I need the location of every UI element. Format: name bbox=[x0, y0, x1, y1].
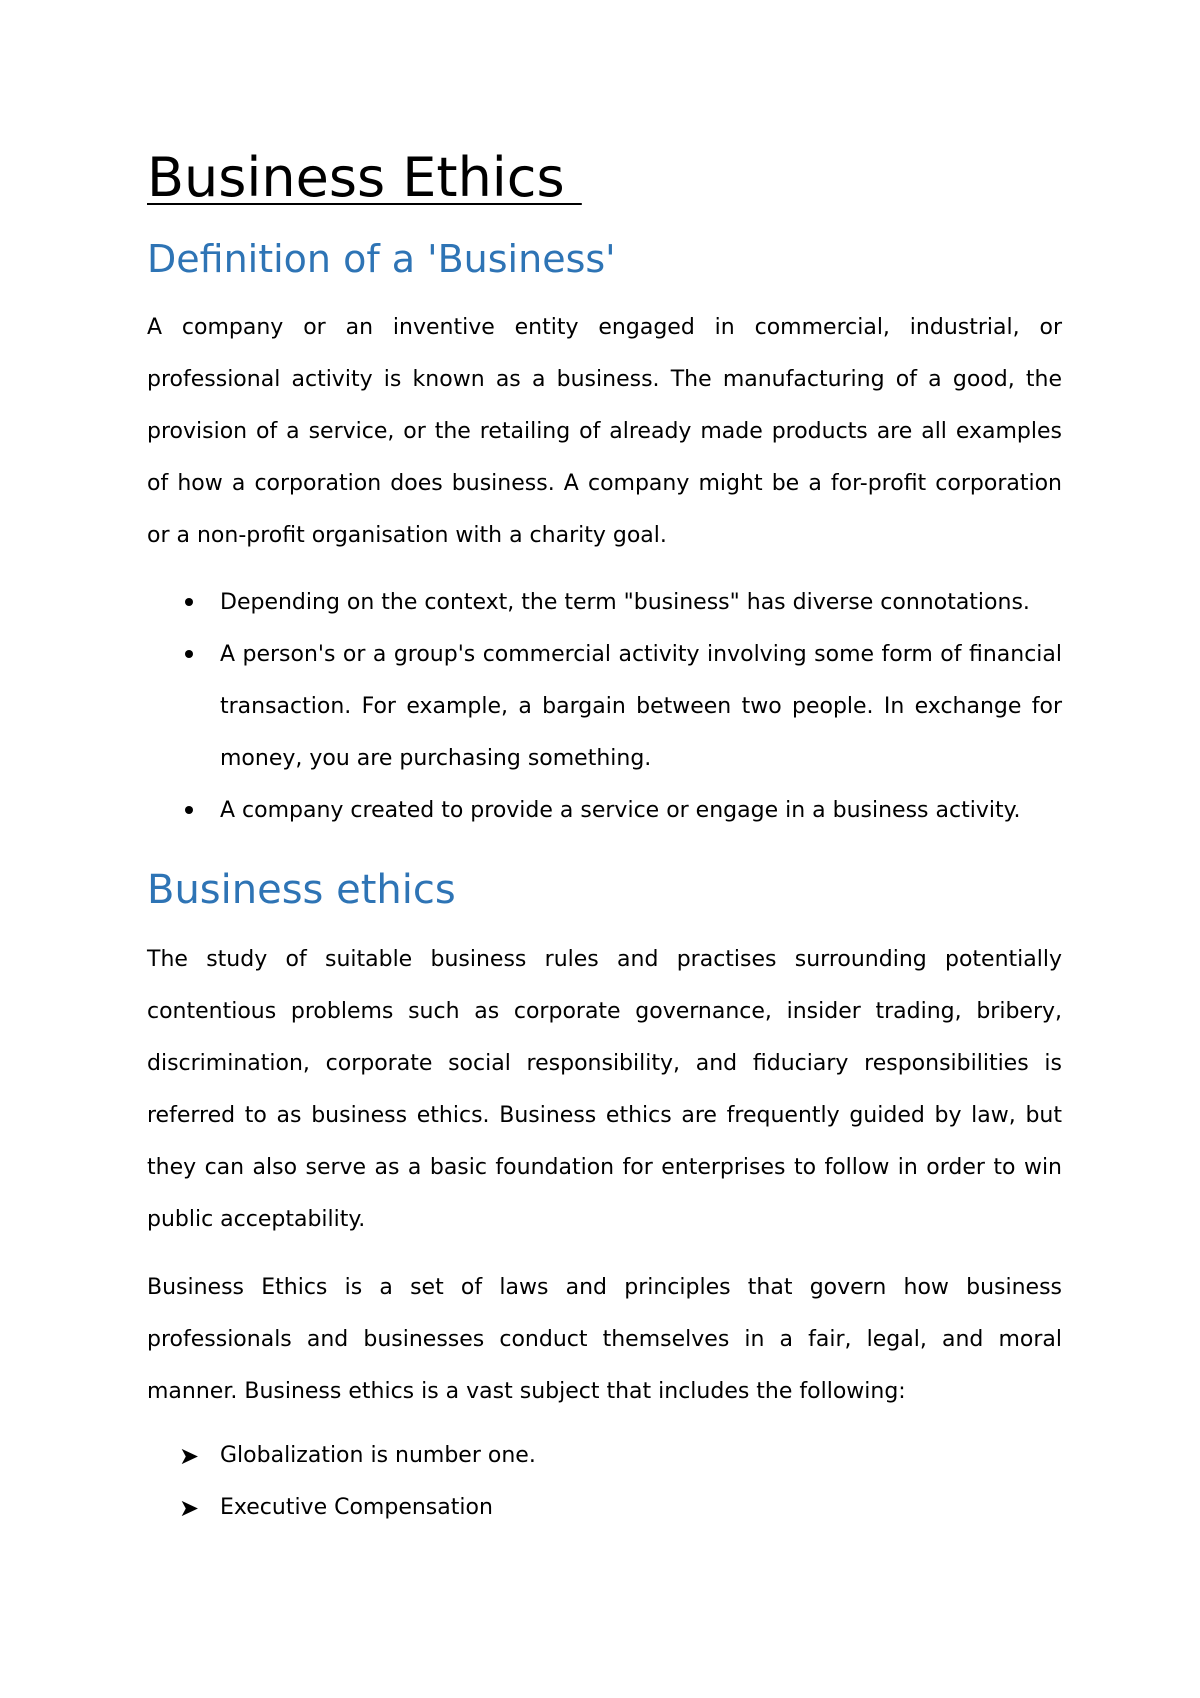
section-heading-business-ethics: Business ethics bbox=[147, 867, 456, 913]
ethics-paragraph-2: Business Ethics is a set of laws and principles that govern how business professionals and businesses conduct themselves in a fair, legal, and moral manner. Business ethics is a vast subject that includes the following: bbox=[147, 1275, 1062, 1404]
list-item-text: A company created to provide a service or engage in a business activity. bbox=[220, 798, 1021, 823]
ethics-arrow-list bbox=[147, 1430, 1062, 1534]
list-item bbox=[147, 629, 1062, 785]
list-item-text: A person's or a group's commercial activity involving some form of financial transaction. For example, a bargain between two people. In exchange for money, you are purchasing something. bbox=[220, 642, 1062, 771]
list-item bbox=[147, 1482, 1062, 1534]
definition-paragraph: A company or an inventive entity engaged in commercial, industrial, or professional activity is known as a business. The manufacturing of a good, the provision of a service, or the retailing of already made products are all examples of how a corporation does business. A company might be a for-profit corporation or a non-profit organisation with a charity goal. bbox=[147, 315, 1062, 548]
ethics-paragraph-1: The study of suitable business rules and practises surrounding potentially contentious problems such as corporate governance, insider trading, bribery, discrimination, corporate social responsibility, and fiduciary responsibilities is referred to as business ethics. Business ethics are frequently guided by law, but they can also serve as a basic foundation for enterprises to follow in order to win public acceptability. bbox=[147, 947, 1062, 1232]
bullet-dot-icon bbox=[185, 598, 193, 606]
bullet-dot-icon bbox=[185, 650, 193, 658]
bullet-dot-icon bbox=[185, 806, 193, 814]
list-item-text: Executive Compensation bbox=[220, 1495, 493, 1520]
list-item bbox=[147, 785, 1062, 837]
definition-bullet-list bbox=[147, 577, 1062, 837]
section-heading-definition: Definition of a 'Business' bbox=[147, 237, 616, 281]
list-item bbox=[147, 577, 1062, 629]
list-item bbox=[147, 1430, 1062, 1482]
arrow-bullet-icon: ➤ bbox=[179, 1494, 200, 1522]
list-item-text: Depending on the context, the term "business" has diverse connotations. bbox=[220, 590, 1030, 615]
arrow-bullet-icon: ➤ bbox=[179, 1442, 200, 1470]
document-title: Business Ethics bbox=[147, 146, 582, 209]
list-item-text: Globalization is number one. bbox=[220, 1443, 536, 1468]
